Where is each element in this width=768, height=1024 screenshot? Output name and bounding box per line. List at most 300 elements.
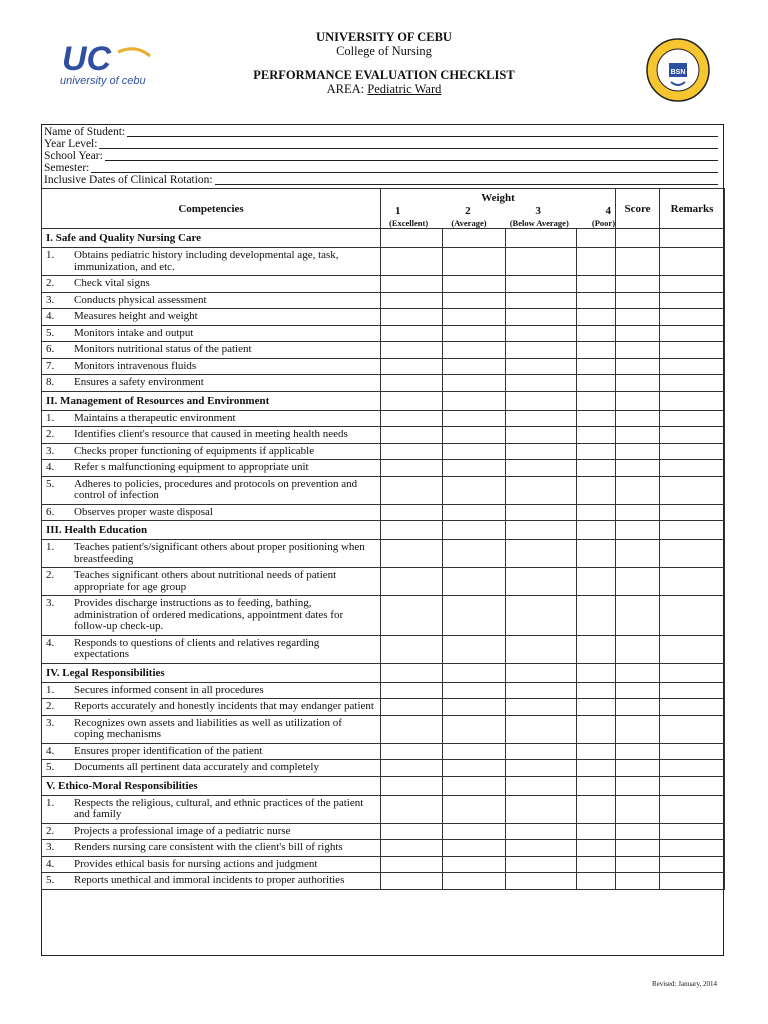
score-cell[interactable] xyxy=(616,760,660,777)
weight-3-cell[interactable] xyxy=(506,504,577,521)
section-title: II. Management of Resources and Environment xyxy=(42,391,381,410)
svg-text:BSN: BSN xyxy=(670,69,686,76)
weight-3-cell[interactable] xyxy=(506,540,577,568)
weight-4-cell[interactable] xyxy=(577,856,616,873)
score-cell[interactable] xyxy=(616,342,660,359)
competency-row xyxy=(42,699,725,716)
competency-row xyxy=(42,443,725,460)
weight-1-cell[interactable] xyxy=(381,699,443,716)
item-number: 2. xyxy=(46,569,55,581)
blank-cell xyxy=(506,776,577,795)
remarks-cell[interactable] xyxy=(660,873,725,890)
score-cell[interactable] xyxy=(616,568,660,596)
weight-1-cell[interactable] xyxy=(381,596,443,636)
field-school-year[interactable] xyxy=(44,150,718,162)
weight-1-cell[interactable] xyxy=(381,358,443,375)
competency-cell xyxy=(42,476,381,504)
weight-2-cell[interactable] xyxy=(443,568,506,596)
competency-row xyxy=(42,823,725,840)
weight-3-cell[interactable] xyxy=(506,309,577,326)
remarks-cell[interactable] xyxy=(660,358,725,375)
document-header xyxy=(0,30,768,96)
weight-3-cell[interactable] xyxy=(506,292,577,309)
score-cell[interactable] xyxy=(616,443,660,460)
weight-1-cell[interactable] xyxy=(381,248,443,276)
weight-3-cell[interactable] xyxy=(506,635,577,663)
student-info xyxy=(44,126,718,186)
competency-row xyxy=(42,682,725,699)
weight-2-cell[interactable] xyxy=(443,856,506,873)
weight-2-cell[interactable] xyxy=(443,795,506,823)
weight-4-cell[interactable] xyxy=(577,760,616,777)
remarks-cell[interactable] xyxy=(660,248,725,276)
item-text: Observes proper waste disposal xyxy=(74,505,213,518)
weight-1-cell[interactable] xyxy=(381,743,443,760)
weight-2-cell[interactable] xyxy=(443,743,506,760)
field-label: Name of Student: xyxy=(44,126,126,138)
weight-4-cell[interactable] xyxy=(577,443,616,460)
weight-4-cell[interactable] xyxy=(577,504,616,521)
section-title: I. Safe and Quality Nursing Care xyxy=(42,229,381,248)
score-cell[interactable] xyxy=(616,682,660,699)
weight-3-cell[interactable] xyxy=(506,823,577,840)
weight-4-cell[interactable] xyxy=(577,795,616,823)
blank-cell xyxy=(443,521,506,540)
remarks-cell[interactable] xyxy=(660,682,725,699)
item-number: 4. xyxy=(46,461,55,473)
score-cell[interactable] xyxy=(616,840,660,857)
weight-4-cell[interactable] xyxy=(577,596,616,636)
remarks-cell[interactable] xyxy=(660,568,725,596)
remarks-header: Remarks xyxy=(660,189,725,229)
competency-cell xyxy=(42,358,381,375)
weight-3-cell[interactable] xyxy=(506,568,577,596)
score-cell[interactable] xyxy=(616,596,660,636)
weight-2-cell[interactable] xyxy=(443,460,506,477)
weight-2-cell[interactable] xyxy=(443,276,506,293)
weight-3-cell[interactable] xyxy=(506,840,577,857)
competency-cell xyxy=(42,795,381,823)
score-cell[interactable] xyxy=(616,325,660,342)
competency-cell xyxy=(42,743,381,760)
weight-3-cell[interactable] xyxy=(506,715,577,743)
weight-3-cell[interactable] xyxy=(506,325,577,342)
score-cell[interactable] xyxy=(616,248,660,276)
item-text: Checks proper functioning of equipments if applicable xyxy=(74,444,315,457)
area-line xyxy=(0,82,768,96)
weight-4-cell[interactable] xyxy=(577,292,616,309)
remarks-cell[interactable] xyxy=(660,276,725,293)
remarks-cell[interactable] xyxy=(660,427,725,444)
remarks-cell[interactable] xyxy=(660,760,725,777)
weight-4-cell[interactable] xyxy=(577,873,616,890)
weight-4-cell[interactable] xyxy=(577,476,616,504)
weight-1-cell[interactable] xyxy=(381,823,443,840)
blank-cell xyxy=(616,521,660,540)
table-header xyxy=(42,189,725,229)
score-cell[interactable] xyxy=(616,795,660,823)
weight-3-cell[interactable] xyxy=(506,443,577,460)
weight-3-cell[interactable] xyxy=(506,699,577,716)
competency-cell xyxy=(42,276,381,293)
competency-cell xyxy=(42,443,381,460)
remarks-cell[interactable] xyxy=(660,635,725,663)
weight-1-cell[interactable] xyxy=(381,410,443,427)
remarks-cell[interactable] xyxy=(660,292,725,309)
blank-cell xyxy=(381,776,443,795)
competency-row xyxy=(42,504,725,521)
competency-row xyxy=(42,248,725,276)
weight-2-cell[interactable] xyxy=(443,292,506,309)
score-cell[interactable] xyxy=(616,292,660,309)
weight-1-cell[interactable] xyxy=(381,309,443,326)
competency-row xyxy=(42,427,725,444)
field-label: Year Level: xyxy=(44,138,98,150)
item-text: Measures height and weight xyxy=(74,310,198,322)
remarks-cell[interactable] xyxy=(660,596,725,636)
score-cell[interactable] xyxy=(616,358,660,375)
item-text: Ensures a safety environment xyxy=(74,376,204,388)
weight-desc: (Average) xyxy=(451,218,487,228)
score-cell[interactable] xyxy=(616,873,660,890)
remarks-cell[interactable] xyxy=(660,342,725,359)
weight-4-cell[interactable] xyxy=(577,460,616,477)
item-number: 1. xyxy=(46,541,55,553)
weight-1-cell[interactable] xyxy=(381,342,443,359)
weight-2-cell[interactable] xyxy=(443,375,506,392)
weight-1-cell[interactable] xyxy=(381,427,443,444)
weight-2-cell[interactable] xyxy=(443,682,506,699)
weight-3-cell[interactable] xyxy=(506,410,577,427)
weight-3-cell[interactable] xyxy=(506,743,577,760)
weight-2-cell[interactable] xyxy=(443,699,506,716)
item-number: 1. xyxy=(46,796,55,809)
weight-1-cell[interactable] xyxy=(381,635,443,663)
table-body xyxy=(42,229,725,890)
score-cell[interactable] xyxy=(616,823,660,840)
weight-3-cell[interactable] xyxy=(506,682,577,699)
field-label: Inclusive Dates of Clinical Rotation: xyxy=(44,174,213,186)
weight-2-cell[interactable] xyxy=(443,823,506,840)
score-cell[interactable] xyxy=(616,276,660,293)
weight-1-cell[interactable] xyxy=(381,476,443,504)
remarks-cell[interactable] xyxy=(660,375,725,392)
section-row xyxy=(42,521,725,540)
section-row xyxy=(42,391,725,410)
item-number: 3. xyxy=(46,716,55,729)
weight-1-cell[interactable] xyxy=(381,375,443,392)
item-text: Obtains pediatric history including developmental age, task, immunization, and etc. xyxy=(74,249,339,273)
weight-3-cell[interactable] xyxy=(506,760,577,777)
item-number: 4. xyxy=(46,636,55,649)
weight-3-cell[interactable] xyxy=(506,427,577,444)
score-cell[interactable] xyxy=(616,715,660,743)
competency-cell xyxy=(42,342,381,359)
remarks-cell[interactable] xyxy=(660,856,725,873)
weight-1-cell[interactable] xyxy=(381,715,443,743)
weight-2-cell[interactable] xyxy=(443,427,506,444)
weight-2-cell[interactable] xyxy=(443,309,506,326)
competency-cell xyxy=(42,873,381,890)
blank-cell xyxy=(506,663,577,682)
college-name: College of Nursing xyxy=(336,44,432,58)
weight-4-cell[interactable] xyxy=(577,276,616,293)
item-number: 7. xyxy=(46,359,55,372)
item-number: 3. xyxy=(46,444,55,457)
weight-2-cell[interactable] xyxy=(443,715,506,743)
score-cell[interactable] xyxy=(616,699,660,716)
remarks-cell[interactable] xyxy=(660,476,725,504)
weight-4-cell[interactable] xyxy=(577,309,616,326)
weight-4-cell[interactable] xyxy=(577,840,616,857)
logo-text: university of cebu xyxy=(60,75,146,87)
weight-1-cell[interactable] xyxy=(381,568,443,596)
field-label: School Year: xyxy=(44,150,103,162)
weight-2-cell[interactable] xyxy=(443,873,506,890)
weight-num: 4 xyxy=(605,205,612,217)
section-row xyxy=(42,776,725,795)
weight-2-cell[interactable] xyxy=(443,504,506,521)
weight-title: Weight xyxy=(481,192,515,204)
remarks-cell[interactable] xyxy=(660,699,725,716)
item-number: 5. xyxy=(46,761,55,773)
score-cell[interactable] xyxy=(616,427,660,444)
blank-cell xyxy=(660,391,725,410)
competency-cell xyxy=(42,760,381,777)
score-cell[interactable] xyxy=(616,856,660,873)
item-text: Teaches significant others about nutritional needs of patient appropriate for age group xyxy=(74,569,337,593)
remarks-cell[interactable] xyxy=(660,743,725,760)
weight-3-cell[interactable] xyxy=(506,873,577,890)
item-text: Monitors intravenous fluids xyxy=(74,359,197,372)
remarks-cell[interactable] xyxy=(660,715,725,743)
score-cell[interactable] xyxy=(616,635,660,663)
section-row xyxy=(42,663,725,682)
weight-desc: (Below Average) xyxy=(509,218,569,228)
remarks-cell[interactable] xyxy=(660,840,725,857)
field-rotation-dates[interactable] xyxy=(44,174,718,186)
item-number: 5. xyxy=(46,477,55,490)
blank-cell xyxy=(443,776,506,795)
competency-row xyxy=(42,476,725,504)
weight-3-cell[interactable] xyxy=(506,795,577,823)
item-text: Conducts physical assessment xyxy=(74,293,207,306)
weight-1-cell[interactable] xyxy=(381,682,443,699)
weight-4-cell[interactable] xyxy=(577,540,616,568)
blank-cell xyxy=(616,663,660,682)
weight-3-cell[interactable] xyxy=(506,476,577,504)
item-number: 2. xyxy=(46,824,55,837)
weight-4-cell[interactable] xyxy=(577,743,616,760)
weight-4-cell[interactable] xyxy=(577,325,616,342)
weight-1-cell[interactable] xyxy=(381,504,443,521)
weight-4-cell[interactable] xyxy=(577,682,616,699)
competency-cell xyxy=(42,568,381,596)
weight-4-cell[interactable] xyxy=(577,358,616,375)
weight-4-cell[interactable] xyxy=(577,342,616,359)
svg-text:UC: UC xyxy=(62,40,112,78)
weight-num: 1 xyxy=(395,205,401,217)
weight-2-cell[interactable] xyxy=(443,540,506,568)
competency-cell xyxy=(42,540,381,568)
item-text: Check vital signs xyxy=(74,277,150,289)
competency-row xyxy=(42,873,725,890)
competency-cell xyxy=(42,248,381,276)
field-label: Semester: xyxy=(44,162,90,174)
weight-4-cell[interactable] xyxy=(577,248,616,276)
item-text: Provides ethical basis for nursing actions and judgment xyxy=(74,857,318,870)
weight-3-cell[interactable] xyxy=(506,856,577,873)
competency-cell xyxy=(42,840,381,857)
weight-2-cell[interactable] xyxy=(443,840,506,857)
weight-4-cell[interactable] xyxy=(577,410,616,427)
competency-row xyxy=(42,760,725,777)
weight-1-cell[interactable] xyxy=(381,760,443,777)
revision-note: Revised: January, 2014 xyxy=(652,980,718,988)
item-number: 6. xyxy=(46,343,55,355)
score-cell[interactable] xyxy=(616,460,660,477)
weight-1-cell[interactable] xyxy=(381,292,443,309)
item-number: 4. xyxy=(46,744,55,757)
weight-4-cell[interactable] xyxy=(577,699,616,716)
score-cell[interactable] xyxy=(616,375,660,392)
blank-cell xyxy=(506,229,577,248)
item-text: Adheres to policies, procedures and protocols on prevention and control of infection xyxy=(74,477,358,501)
remarks-cell[interactable] xyxy=(660,443,725,460)
blank-cell xyxy=(506,521,577,540)
item-number: 8. xyxy=(46,376,55,388)
score-cell[interactable] xyxy=(616,309,660,326)
item-text: Respects the religious, cultural, and ethnic practices of the patient and family xyxy=(74,796,364,820)
weight-2-cell[interactable] xyxy=(443,342,506,359)
item-number: 2. xyxy=(46,428,55,440)
competency-row xyxy=(42,292,725,309)
item-text: Refer s malfunctioning equipment to appropriate unit xyxy=(74,461,309,473)
score-cell[interactable] xyxy=(616,504,660,521)
blank-cell xyxy=(381,521,443,540)
item-number: 3. xyxy=(46,597,55,609)
field-year-level[interactable] xyxy=(44,138,718,150)
checklist-title: PERFORMANCE EVALUATION CHECKLIST xyxy=(253,68,515,82)
competency-cell xyxy=(42,292,381,309)
weight-1-cell[interactable] xyxy=(381,840,443,857)
weight-num: 3 xyxy=(535,205,541,217)
blank-cell xyxy=(443,391,506,410)
weight-header xyxy=(381,189,616,229)
score-cell[interactable] xyxy=(616,476,660,504)
weight-4-cell[interactable] xyxy=(577,568,616,596)
blank-cell xyxy=(577,663,616,682)
item-number: 3. xyxy=(46,293,55,306)
remarks-cell[interactable] xyxy=(660,410,725,427)
weight-1-cell[interactable] xyxy=(381,540,443,568)
field-name[interactable] xyxy=(44,126,718,138)
weight-2-cell[interactable] xyxy=(443,358,506,375)
weight-1-cell[interactable] xyxy=(381,795,443,823)
weight-4-cell[interactable] xyxy=(577,375,616,392)
remarks-cell[interactable] xyxy=(660,540,725,568)
item-text: Reports unethical and immoral incidents to proper authorities xyxy=(74,874,345,886)
competency-row xyxy=(42,358,725,375)
weight-3-cell[interactable] xyxy=(506,342,577,359)
competency-row xyxy=(42,856,725,873)
weight-4-cell[interactable] xyxy=(577,635,616,663)
weight-2-cell[interactable] xyxy=(443,410,506,427)
score-header: Score xyxy=(616,189,660,229)
weight-2-cell[interactable] xyxy=(443,325,506,342)
section-title: III. Health Education xyxy=(42,521,381,540)
competency-cell xyxy=(42,427,381,444)
competency-cell xyxy=(42,375,381,392)
competency-row xyxy=(42,460,725,477)
weight-1-cell[interactable] xyxy=(381,325,443,342)
weight-3-cell[interactable] xyxy=(506,460,577,477)
weight-4-cell[interactable] xyxy=(577,427,616,444)
score-cell[interactable] xyxy=(616,410,660,427)
item-number: 4. xyxy=(46,310,55,322)
weight-4-cell[interactable] xyxy=(577,823,616,840)
item-text: Projects a professional image of a pediatric nurse xyxy=(74,824,291,837)
competency-row xyxy=(42,540,725,568)
weight-2-cell[interactable] xyxy=(443,248,506,276)
item-text: Teaches patient's/significant others about proper positioning when breastfeeding xyxy=(74,541,365,565)
weight-2-cell[interactable] xyxy=(443,635,506,663)
blank-cell xyxy=(381,391,443,410)
competency-cell xyxy=(42,309,381,326)
weight-3-cell[interactable] xyxy=(506,596,577,636)
blank-cell xyxy=(660,663,725,682)
score-cell[interactable] xyxy=(616,743,660,760)
weight-1-cell[interactable] xyxy=(381,856,443,873)
weight-3-cell[interactable] xyxy=(506,358,577,375)
weight-1-cell[interactable] xyxy=(381,460,443,477)
remarks-cell[interactable] xyxy=(660,309,725,326)
remarks-cell[interactable] xyxy=(660,795,725,823)
weight-4-cell[interactable] xyxy=(577,715,616,743)
competency-row xyxy=(42,795,725,823)
weight-1-cell[interactable] xyxy=(381,276,443,293)
weight-1-cell[interactable] xyxy=(381,873,443,890)
item-number: 2. xyxy=(46,700,55,712)
competency-row xyxy=(42,276,725,293)
weight-3-cell[interactable] xyxy=(506,248,577,276)
item-text: Reports accurately and honestly incidents that may endanger patient xyxy=(74,700,374,712)
remarks-cell[interactable] xyxy=(660,823,725,840)
university-name: UNIVERSITY OF CEBU xyxy=(316,30,452,44)
weight-1-cell[interactable] xyxy=(381,443,443,460)
weight-3-cell[interactable] xyxy=(506,276,577,293)
weight-3-cell[interactable] xyxy=(506,375,577,392)
section-row xyxy=(42,229,725,248)
weight-2-cell[interactable] xyxy=(443,596,506,636)
competency-row xyxy=(42,715,725,743)
remarks-cell[interactable] xyxy=(660,325,725,342)
weight-2-cell[interactable] xyxy=(443,443,506,460)
weight-2-cell[interactable] xyxy=(443,476,506,504)
competency-cell xyxy=(42,504,381,521)
field-semester[interactable] xyxy=(44,162,718,174)
blank-cell xyxy=(577,391,616,410)
item-number: 1. xyxy=(46,411,55,424)
section-title: IV. Legal Responsibilities xyxy=(42,663,381,682)
competency-cell xyxy=(42,823,381,840)
remarks-cell[interactable] xyxy=(660,504,725,521)
score-cell[interactable] xyxy=(616,540,660,568)
remarks-cell[interactable] xyxy=(660,460,725,477)
weight-2-cell[interactable] xyxy=(443,760,506,777)
competency-cell xyxy=(42,410,381,427)
blank-cell xyxy=(577,229,616,248)
